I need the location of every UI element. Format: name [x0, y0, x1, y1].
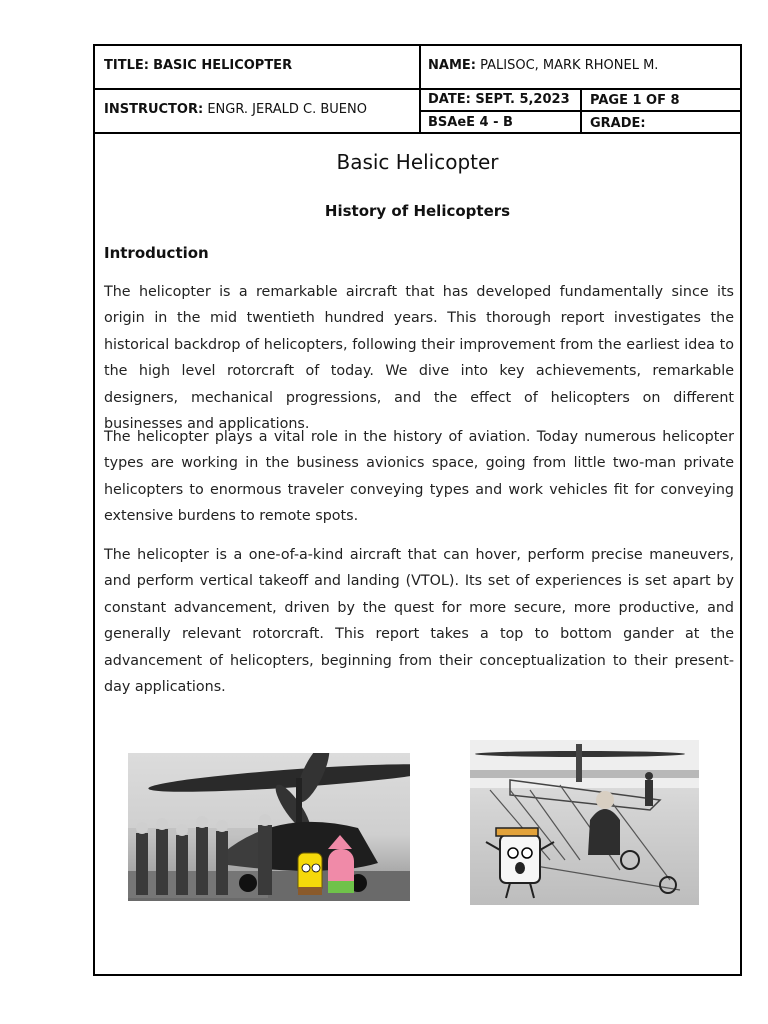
instructor-field: [104, 103, 367, 116]
title-value: BASIC HELICOPTER: [153, 58, 293, 73]
name-field: [428, 59, 658, 72]
page-number-text: PAGE 1 OF 8: [590, 93, 680, 108]
name-value: PALISOC, MARK RHONEL M.: [480, 58, 659, 73]
document-title: Basic Helicopter: [336, 150, 499, 174]
title-label: TITLE:: [104, 58, 149, 73]
name-label: NAME:: [428, 58, 476, 73]
header-table: [95, 46, 740, 134]
date-value: DATE: SEPT. 5,2023: [428, 92, 570, 107]
paragraph-1: The helicopter is a remarkable aircraft that has developed fundamentally since its origin in the mid twentieth hundred years. This thorough report investigates the historical backdrop of helicopters, following their improvement from the earliest idea to the high level rotorcraft of today. We dive into key achievements, remarkable designers, mechanical progressions, and the effect of helicopters on different businesses and applications.: [104, 284, 734, 433]
document-subtitle: History of Helicopters: [324, 202, 511, 220]
page-number: [590, 94, 680, 107]
date-field: [428, 93, 570, 106]
instructor-label: INSTRUCTOR:: [104, 102, 204, 117]
grade-field: [590, 117, 646, 130]
section-heading: Introduction: [104, 244, 209, 262]
section-field: [428, 116, 513, 129]
title-field: [104, 59, 292, 72]
paragraph-3: The helicopter is a one-of-a-kind aircraft that can hover, perform precise maneuvers, and perform vertical takeoff and landing (VTOL). Its set of experiences is set apart by constant advancement, driven by the quest for more secure, more productive, and generally relevant rotorcraft. This report takes a top to bottom gander at the advancement of helicopters, beginning from their conceptualization to their present-day applications.: [104, 547, 734, 696]
section-value: BSAeE 4 - B: [428, 115, 513, 130]
autogyro-photo: [128, 753, 410, 901]
grade-label: GRADE:: [590, 116, 646, 131]
paragraph-2: The helicopter plays a vital role in the history of aviation. Today numerous helicopter types are working in the business avionics space, going from little two-man private helicopters to enormous traveler conveying types and work vehicles fit for conveying extensive burdens to remote spots.: [104, 429, 734, 525]
document-page: [93, 44, 742, 976]
instructor-value: ENGR. JERALD C. BUENO: [207, 102, 367, 117]
early-helicopter-photo: [470, 740, 699, 905]
